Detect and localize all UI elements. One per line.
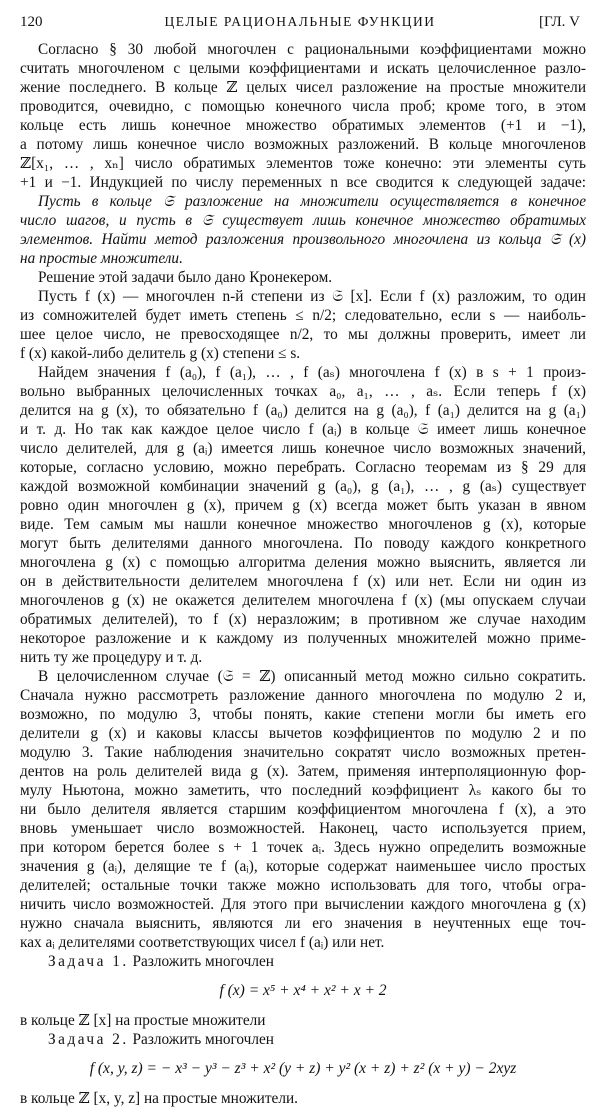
task-1-text: Разложить многочлен (132, 953, 274, 970)
text-line: модулю 3. Такие наблюдения значительно сократят число возможных претен- (20, 744, 586, 761)
task-1-after: в кольце ℤ [x] на простые множители (20, 1012, 266, 1029)
text-line: обратимых делителей), то f (x) неразложим; в противном же случае находим (20, 611, 586, 628)
task-1-formula: f (x) = x⁵ + x⁴ + x² + x + 2 (219, 982, 387, 999)
text-line: делителей; остальные точки также можно использовать для того, чтобы огра- (20, 877, 586, 894)
page-body (20, 40, 586, 1108)
text-line: дентов на роль делителей вида g (x). Затем, применяя интерполяционную фор- (20, 763, 586, 780)
text-line: Согласно § 30 любой многочлен с рациональными коэффициентами можно (38, 41, 586, 58)
text-line: ровно один многочлен g (x), причем g (x) всегда может быть указан в явном (20, 497, 586, 514)
text-line: число делителей, для g (aᵢ) имеется лишь конечное число возможных значений, (20, 440, 586, 457)
text-line: некоторое разложение и к каждому из полученных множителей можно приме- (20, 630, 586, 647)
task-1-heading (20, 952, 586, 971)
problem-statement-line: на простые множители. (20, 250, 183, 267)
text-line: ках aᵢ делителями соответствующих чисел f (aᵢ) или нет. (20, 934, 385, 951)
text-line: вновь уменьшает число возможностей. Наконец, часто используется прием, (20, 820, 586, 837)
text-line: Решение этой задачи было дано Кронекером. (38, 269, 333, 286)
chapter-marker: [ГЛ. V (538, 14, 580, 30)
text-line: кольце есть лишь конечное множество обратимых элементов (+1 и −1), (20, 117, 586, 134)
text-line: ℤ[x₁, … , xₙ] число обратимых элементов тоже конечно: эти элементы суть (20, 155, 586, 172)
text-line: делители g (x) и каковы классы вычетов коэффициентов по модулю 2 и по (20, 725, 586, 742)
text-line: которые, согласно условию, можно перебрать. Согласно теоремам из § 29 для (20, 459, 586, 476)
text-line: f (x) какой-либо делитель g (x) степени ≤ s. (20, 345, 301, 362)
task-2-heading (20, 1030, 586, 1049)
text-line: возможно, по модулю 3, чтобы понять, какие степени могли бы иметь его (20, 706, 586, 723)
text-line: делится на g (x), то обязательно f (a₀) делится на g (a₀), f (a₁) делится на g (a₁) (20, 402, 586, 419)
text-line: и т. д. Но так как каждое целое число f (aᵢ) в кольце 𝔖 имеет лишь конечное (20, 421, 586, 438)
text-line: вольно выбранных целочисленных точках a₀, a₁, … , aₛ. Если теперь f (x) (20, 383, 586, 400)
text-line: каждой возможной комбинации значений g (a₀), g (a₁), … , g (aₛ) существует (20, 478, 586, 495)
task-2-formula: f (x, y, z) = − x³ − y³ − z³ + x² (y + z) + y² (x + z) + z² (x + y) − 2xyz (89, 1060, 517, 1077)
text-line: многочлена g (x) с помощью алгоритма деления можно выяснить, является ли (20, 554, 586, 571)
text-line: нить ту же процедуру и т. д. (20, 649, 203, 666)
text-line: а потому лишь конечное число возможных разложений. В кольце многочленов (20, 136, 586, 153)
task-2-text: Разложить многочлен (132, 1031, 274, 1048)
text-line: В целочисленном случае (𝔖 = ℤ) описанный метод можно сильно сократить. (38, 668, 586, 685)
text-line: Найдем значения f (a₀), f (a₁), … , f (aₛ) многочлена f (x) в s + 1 произ- (38, 364, 586, 381)
text-line: считать многочленом с целыми коэффициентами и искать целочисленное разло- (20, 60, 586, 77)
text-line: значения g (aᵢ), делящие те f (aᵢ), которые содержат наименьшее число простых (20, 858, 586, 875)
problem-statement-line: Пусть в кольце 𝔖 разложение на множители осуществляется в конечное (38, 193, 586, 210)
text-line: из сомножителей будет иметь степень ≤ n/2; следовательно, если s — наиболь- (20, 307, 586, 324)
text-line: виде. Тем самым мы нашли конечное множество многочленов g (x), которые (20, 516, 586, 533)
text-line: ничить число возможностей. Для этого при вычислении каждого многочлена g (x) (20, 896, 586, 913)
task-2-after: в кольце ℤ [x, y, z] на простые множители. (20, 1090, 298, 1107)
text-line: жение последнего. В кольце ℤ целых чисел разложение на простые множители (20, 79, 586, 96)
text-line: многочленов g (x) не окажется делителем многочлена f (x) (мы опускаем случаи (20, 592, 586, 609)
running-header (20, 14, 580, 34)
text-line: при котором берется более s + 1 точек aᵢ. Здесь нужно определить возможные (20, 839, 586, 856)
page-number: 120 (20, 14, 43, 30)
problem-statement-line: число шагов, и пусть в 𝔖 существует лишь конечное множество обратимых (20, 212, 586, 229)
text-line: +1 и −1. Индукцией по числу переменных n все сводится к следующей задаче: (20, 174, 586, 191)
text-line: мулу Ньютона, можно заметить, что последний коэффициент λₛ какого бы то (20, 782, 586, 799)
problem-statement-line: элементов. Найти метод разложения произвольного многочлена из кольца 𝔖 (x) (20, 231, 586, 248)
text-line: Сначала нужно рассмотреть разложение данного многочлена по модулю 2 и, (20, 687, 586, 704)
text-line: Пусть f (x) — многочлен n-й степени из 𝔖 [x]. Если f (x) разложим, то один (38, 288, 586, 305)
text-line: он в действительности делителем многочлена f (x) или нет. Если ни один из (20, 573, 586, 590)
text-line: шее целое число, не превосходящее n/2, то мы должны проверить, имеет ли (20, 326, 586, 343)
text-line: могут быть делителями данного многочлена. По поводу каждого конкретного (20, 535, 586, 552)
task-1-label: Задача 1. (48, 953, 129, 970)
text-line: проводится, очевидно, с помощью конечного числа проб; кроме того, в этом (20, 98, 586, 115)
running-title: ЦЕЛЫЕ РАЦИОНАЛЬНЫЕ ФУНКЦИИ (164, 14, 436, 29)
task-2-label: Задача 2. (48, 1031, 129, 1048)
text-line: нужно сначала выяснить, являются ли его значения в неучтенных еще точ- (20, 915, 586, 932)
text-line: ни было делителя является старшим коэффициентом многочлена f (x), а это (20, 801, 586, 818)
